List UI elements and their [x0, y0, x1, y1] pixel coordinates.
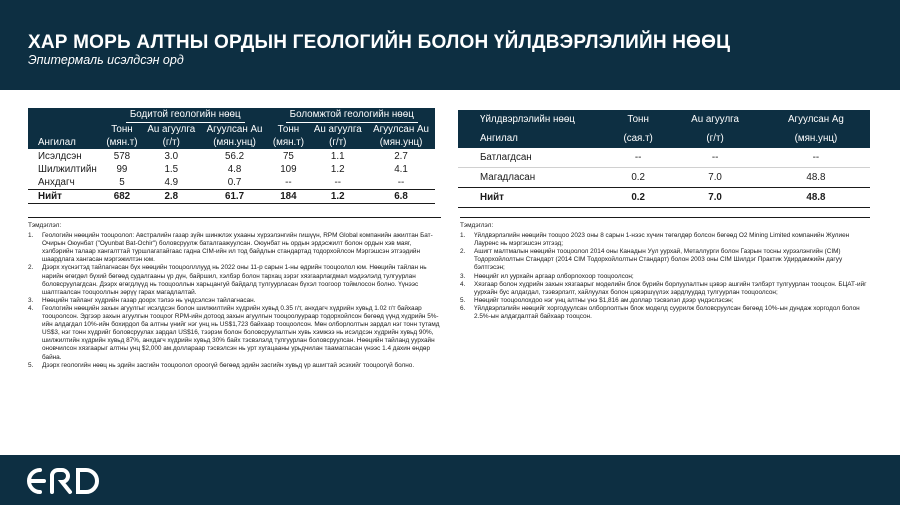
unit-label: (мян.т) [268, 136, 308, 150]
table-cell: 75 [282, 151, 294, 162]
notes-list [460, 232, 870, 321]
group-header-indicated: Боломжтой геологийн нөөц [286, 108, 418, 123]
notes-title: Тэмдэглэл: [460, 222, 494, 229]
table-cell: 48.8 [806, 172, 826, 183]
table-cell: 7.0 [708, 172, 722, 183]
notes-title: Тэмдэглэл: [28, 222, 62, 229]
note-item: 1. Үйлдвэрлэлийн нөөцийн тооцоо 2023 оны 8 сарын 1-нээс хүчин төгөлдөр болсон бөгөөд O2 Mining Limited компанийн Жулиен Лауренс нь мэргэшсэн этгээд; [460, 232, 850, 248]
table-cell: 61.7 [201, 190, 269, 204]
note-item: 2. Ашигт малтмалын нөөцийн тооцоолол 2014 оны Канадын Уул уурхай, Металлурги болон Газрын тосны хүрээлэнгийн (CIM) Тодорхойлолтын Стандарт (2014 CIM Тодорхойлолтын Стандарт) болон 2003 оны CIM Шилдэг Практик Удирдамжийн дагуу бэлтгэсэн; [460, 248, 843, 272]
table-cell: 4.9 [164, 177, 179, 188]
column-header: Au агуулга [691, 114, 739, 125]
table-cell: 1.5 [164, 164, 179, 175]
group-header-measured: Бодитой геологийн нөөц [126, 108, 245, 123]
note-item: 6. Үйлдвэрлэлийн нөөцийг хоргодуулсан олборлолтын блок моделд суурилж боловсруулсан бөгөөд 10%-ын дундаж хоргодол болон 2.5%-ын алдагдалтай байхаар тооцсон. [460, 304, 860, 321]
table-cell: -- [285, 177, 292, 188]
row-label: Магадласан [480, 172, 536, 183]
table-cell: -- [762, 148, 870, 168]
page-subtitle: Эпитермаль исэлдсэн орд [28, 53, 184, 67]
group-header-row [28, 108, 435, 123]
table-cell: -- [668, 148, 762, 168]
table-cell: 1.2 [330, 164, 345, 175]
table-cell: 48.8 [762, 188, 870, 208]
column-header: Au агуулга [313, 124, 362, 135]
column-header: Агуулсан Au [206, 124, 263, 135]
table-row [28, 150, 435, 164]
unit-label: (г/т) [308, 136, 367, 150]
column-header-row [28, 123, 435, 136]
table-cell: 184 [268, 190, 308, 204]
row-label: Нийт [28, 190, 102, 204]
table-cell: 0.2 [608, 188, 668, 208]
table-cell: 7.0 [668, 188, 762, 208]
row-label-header: Ангилал [480, 133, 518, 144]
row-label: Анхдагч [38, 177, 75, 188]
note-item: 4. Геологийн нөөцийн захын агуулгыг исэлдсэн болон шилжилтийн хүдрийн хувьд 0.35 г/т, анхдагч хүдрийн хувьд 1.02 г/т байхаар тооцоолсон. Эдгээр захын агуулгын тооцоог RPM-ийн дотоод захын агуулгын тооцоолуураар тодорхойлсон бөгөөд үүнд хүдрийн 5%-ийн алдагдал 10%-ийн бохирдол ба алтны үнийг нэг унц нь US$1,723 байхаар тооцоолсон. Мөн олборлолтын зардал нэг тонн тутамд US$3, нэг тонн хүдрийг боловсруулах зардал US$16, тээрэм болон боловсруулалтын хувь хэмжээ нь исэлдсэн хүдрийн хувьд 90%, шилжилтийн хүдрийн хувьд 87%, анхдагч хүдрийн хувьд 30% байх тэсвэлэлд тулгуурлан боловсруулсан. Нөөцийн тайланд уурхайн оновчилсон хязгаарыг алтны унц $2,000 ам.доллараар тэсвэлсэн нь урт хугацааны урьдчилан таамагласан үнээс 1.4 дахин өндөр байна. [28, 304, 440, 361]
column-header: Тонн [111, 124, 133, 135]
table-cell: -- [608, 148, 668, 168]
table-cell: 1.1 [330, 151, 345, 162]
table-cell: -- [397, 177, 405, 188]
note-item: 1. Геологийн нөөцийн тооцоолол: Австралийн газар зүйн шинжлэх ухааны хүрээлэнгийн гишүүн, RPM Global компанийн ажилтан Бат-Очирын Оюунбат ("Oyunbat Bat-Ochir") боловсруулж баталгаажуулсан. Оюунбат нь ордын эрдэсжилт болон ордын хэв маяг, хэлбэрийн талаар хангалттай туршлагатайгаас гадна CIM-ийн ил тод байдлын стандартад тодорхойлсон Мэргэшсэн этгээдийн шаардлага хангасан мэргэжилтэн юм. [28, 232, 433, 264]
column-header: Агуулсан Au [373, 124, 429, 135]
notes-list [28, 232, 441, 370]
column-header: Au агуулга [147, 124, 196, 135]
table-cell: 5 [119, 177, 125, 188]
column-header: Тонн [277, 124, 300, 135]
units-row [458, 129, 870, 148]
table-cell: 4.8 [227, 164, 242, 175]
row-label: Шилжилтийн [38, 164, 97, 175]
table-cell: 0.7 [227, 177, 242, 188]
table-cell: 1.2 [308, 190, 367, 204]
note-item: 2. Дээрх хүснэгтэд тайлагнасан бүх нөөцийн тооцоолллууд нь 2022 оны 11-р сарын 1-ны өдрийн тооцоолол юм. Нөөцийн тайлан нь нарийн өгөгдөл бүхий бөгөөд судалгааны үр дүн, байршил, хэлбэр болон тархац зэрэг хязгаарлагдмал мэдээлэлд тулгуурлан боловсруулагдсан. Дээрх өгөгдлүүд нь тооцооллын харьцангуй байдалд тулгуурласан бүхэл тоогоор тойм​лосон болно. Үүнээс шалтгаалсан тооцооллын зөрүү гарах магадлалтай. [28, 264, 427, 296]
note-item: 3. Нөөцийг ил уурхайн аргаар олборлохоор тооцоолсон; [460, 272, 634, 280]
notes-divider [28, 217, 441, 218]
column-header: Тонн [627, 114, 649, 125]
row-label: Исэлдсэн [38, 151, 82, 162]
total-row [28, 190, 435, 204]
column-header: Агуулсан Ag [788, 114, 844, 125]
total-row [458, 188, 870, 208]
table-row [28, 176, 435, 190]
note-item: 5. Дээрх геологийн нөөц нь эдийн засгийн тооцоолол ороогүй бөгөөд эдийн засгийн хувьд үр ашигтай эсэхийг тооцоогүй болно. [28, 361, 415, 369]
table-cell: -- [334, 177, 341, 188]
table-cell: 109 [280, 164, 297, 175]
table-cell: 4.1 [394, 164, 408, 175]
table-cell: 2.7 [394, 151, 408, 162]
right-notes [460, 222, 870, 321]
unit-label: (сая.т) [623, 133, 653, 144]
left-notes [28, 222, 441, 370]
table-cell: 2.8 [142, 190, 201, 204]
column-header: Үйлдвэрлэлийн нөөц [480, 114, 575, 125]
page-title: ХАР МОРЬ АЛТНЫ ОРДЫН ГЕОЛОГИЙН БОЛОН ҮЙЛДВЭРЛЭЛИЙН НӨӨЦ [28, 32, 731, 53]
note-item: 4. Хязгаар болон хүдрийн захын хязгаарыг моделийн блок бүрийн борлуулалтын цэвэр ашгийн тэлбэрт тулгуурлан тооцсон. БЦАТ-ийг уурхайн бус алдагдал, тээвэрлэлт, хайлуулах болон цэвэршүүлэх зардлуудад тулгуурлан тооцоолсон; [460, 280, 867, 296]
table-cell: 3.0 [164, 151, 179, 162]
units-row [28, 136, 435, 150]
row-label: Батлагдсан [458, 148, 608, 168]
unit-label: (г/т) [706, 133, 724, 144]
column-header-row [458, 110, 870, 129]
unit-label: (мян.унц) [367, 136, 435, 150]
row-label-header: Ангилал [28, 136, 102, 150]
notes-divider [460, 217, 870, 218]
table-cell: 578 [113, 151, 131, 162]
unit-label: (мян.унц) [794, 133, 838, 144]
production-reserve-table [458, 110, 870, 208]
row-label: Нийт [458, 188, 608, 208]
footer-band [0, 455, 900, 505]
unit-label: (мян.т) [102, 136, 142, 150]
table-cell: 0.2 [631, 172, 645, 183]
table-row [458, 168, 870, 188]
unit-label: (мян.унц) [201, 136, 269, 150]
table-row [458, 148, 870, 168]
table-cell: 6.8 [367, 190, 435, 204]
unit-label: (г/т) [142, 136, 201, 150]
geological-resource-table [28, 108, 435, 204]
note-item: 3. Нөөцийн тайланг хүдрийн газар доорх тэлээ нь үндсэлсэн тайлагнасан. [28, 296, 256, 304]
table-cell: 682 [102, 190, 142, 204]
table-cell: 99 [116, 164, 128, 175]
table-cell: 56.2 [225, 151, 245, 162]
note-item: 5. Нөөцийг тооцоолохдоо нэг унц алтны үнэ $1,816 ам.доллар тэсвэлэл дээр үндэслэсэн; [460, 296, 734, 304]
company-logo-icon [22, 465, 104, 497]
table-row [28, 163, 435, 176]
